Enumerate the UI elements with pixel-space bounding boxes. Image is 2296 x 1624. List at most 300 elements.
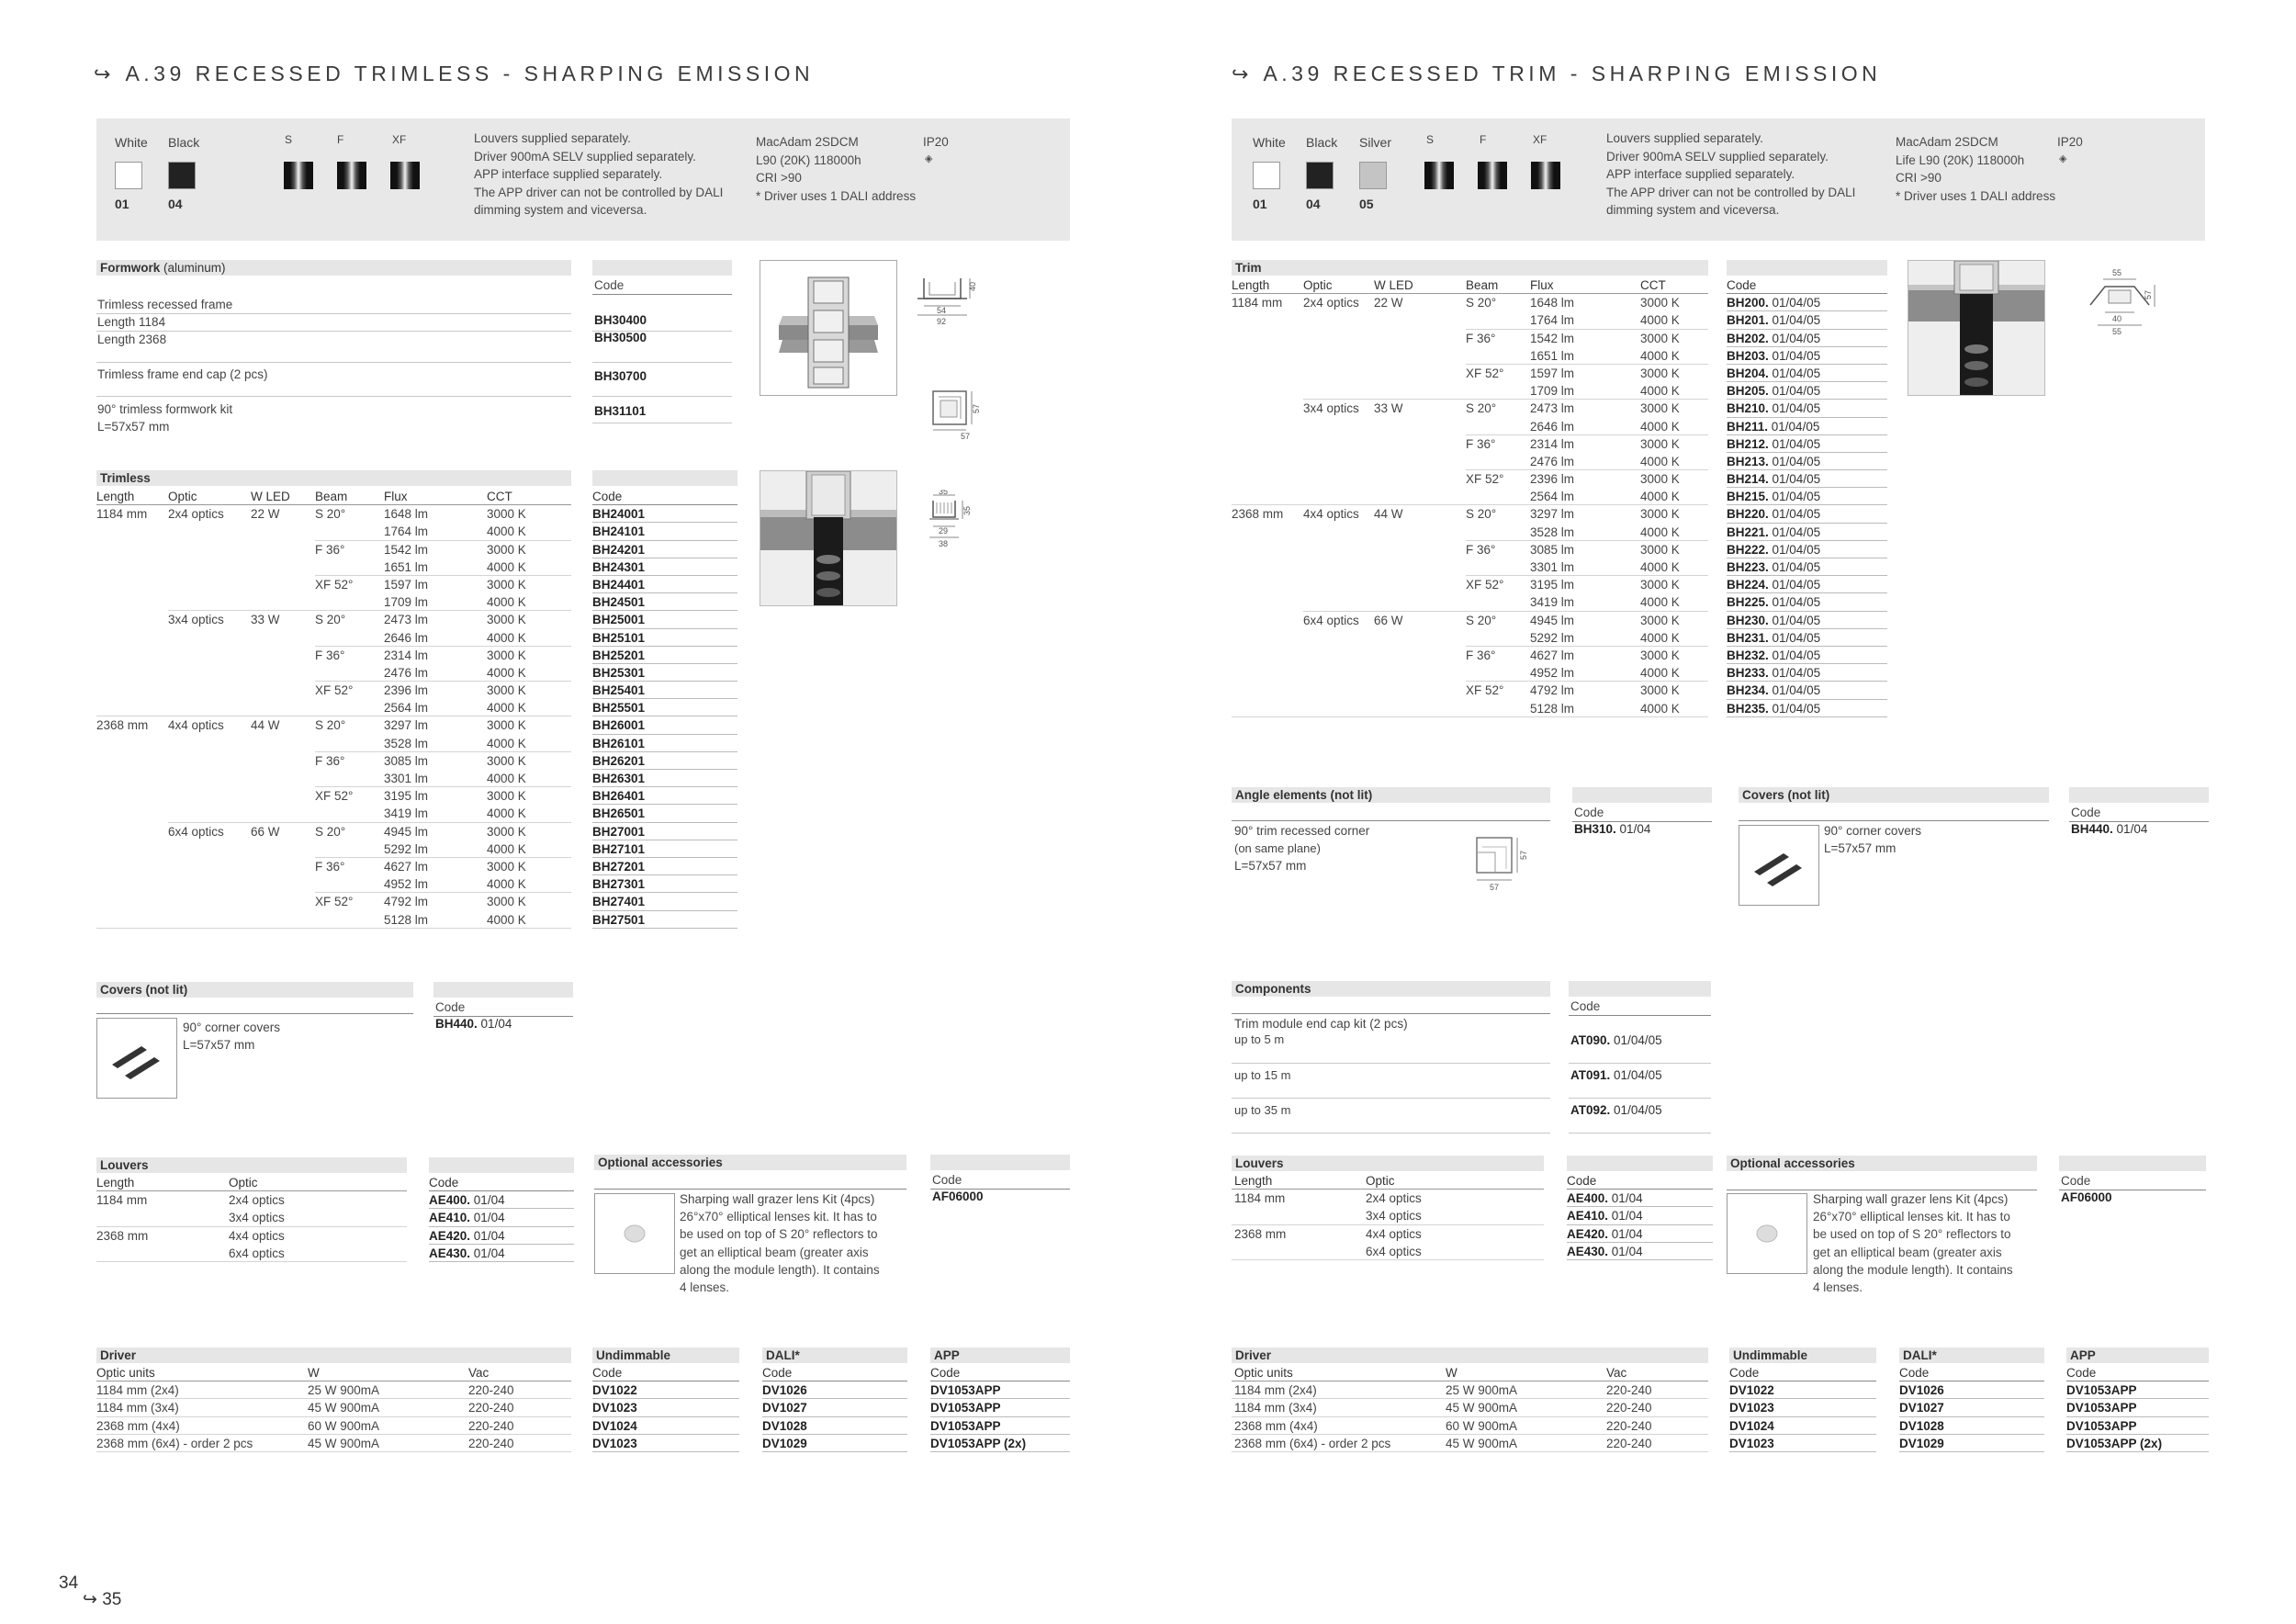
table-cell: 3000 K [1640, 401, 1680, 416]
optic-label-s: S [285, 133, 293, 146]
table-cell: 3000 K [487, 542, 526, 557]
table-cell: 4000 K [1640, 524, 1680, 539]
column-header: CCT [487, 490, 512, 503]
svg-text:54: 54 [937, 306, 947, 315]
code-cell: BH201. 01/04/05 [1727, 311, 1887, 329]
table-cell: XF 52° [315, 895, 354, 909]
table-cell: XF 52° [1466, 366, 1504, 380]
svg-text:57: 57 [961, 432, 971, 441]
covers-code-head: Code [435, 1000, 466, 1014]
svg-text:29: 29 [939, 526, 949, 536]
louvers-codes: Code AE400. 01/04 AE410. 01/04 AE420. 01/04 AE430. 01/04 [429, 1174, 574, 1262]
table-cell: 4000 K [1640, 560, 1680, 574]
table-cell: 4000 K [1640, 595, 1680, 610]
code-cell: BH231. 01/04/05 [1727, 629, 1887, 647]
code-cell: BH26001 [592, 716, 737, 734]
formwork-frame-image [760, 260, 897, 396]
formwork-code: BH31101 [594, 404, 647, 418]
code-cell: BH27001 [592, 823, 737, 840]
covers-code: BH440. 01/04 [435, 1017, 512, 1031]
table-cell: 4000 K [487, 595, 526, 610]
table-cell: 4000 K [487, 701, 526, 716]
column-header: CCT [1640, 278, 1666, 292]
trim-table [1232, 276, 1708, 717]
formwork-item: Trimless frame end cap (2 pcs) [97, 367, 268, 381]
louvers-code-band [429, 1157, 574, 1173]
table-cell: 2646 lm [1530, 419, 1575, 434]
table-row [96, 787, 571, 805]
column-header: W LED [1374, 278, 1413, 292]
table-cell: 4000 K [1640, 348, 1680, 363]
code-cell: BH224. 01/04/05 [1727, 576, 1887, 593]
trimless-table [96, 488, 571, 929]
left-page-title: ↪ A.39 RECESSED TRIMLESS - SHARPING EMISSION [94, 62, 815, 85]
optic-f-icon [337, 162, 366, 189]
table-cell: 2646 lm [384, 630, 429, 645]
code-cell: BH225. 01/04/05 [1727, 593, 1887, 611]
table-cell: 3000 K [1640, 507, 1680, 522]
table-row [1232, 453, 1708, 470]
dali-heading: DALI* [1899, 1348, 2044, 1363]
table-row [96, 647, 571, 664]
angle-code-band [1572, 787, 1712, 803]
table-row [1232, 435, 1708, 453]
code-cell: BH213. 01/04/05 [1727, 453, 1887, 470]
code-cell: BH26401 [592, 787, 737, 805]
covers-heading: Covers (not lit) [1739, 787, 2049, 803]
table-row [1232, 524, 1708, 541]
table-cell: 2564 lm [384, 701, 429, 716]
table-row [1232, 294, 1708, 311]
components-code-head: Code [1570, 999, 1601, 1013]
page-number-right: ↪ 35 [83, 1590, 122, 1609]
optic-f-icon [1478, 162, 1507, 189]
table-row [96, 735, 571, 752]
rule [1232, 1098, 1550, 1099]
table-cell: 1184 mm [1232, 296, 1283, 310]
table-header-row [1232, 276, 1708, 294]
swatch-black [1306, 162, 1334, 189]
formwork-item: Trimless recessed frame [97, 298, 233, 311]
code-cell: BH202. 01/04/05 [1727, 330, 1887, 347]
svg-text:40: 40 [968, 281, 977, 291]
column-header: Optic [1303, 278, 1333, 292]
components-row: up to 15 m [1234, 1068, 1291, 1082]
table-row [96, 893, 571, 910]
table-cell: 4627 lm [1530, 648, 1575, 662]
code-cell: BH26501 [592, 805, 737, 822]
accessories-heading: Optional accessories [594, 1155, 906, 1170]
right-page-title: ↪ A.39 RECESSED TRIM - SHARPING EMISSION [1232, 62, 1882, 85]
table-cell: 3528 lm [384, 736, 429, 750]
table-cell: 6x4 optics [1303, 613, 1359, 627]
components-code: AT091. 01/04/05 [1570, 1068, 1662, 1082]
ip-rating: IP20 [923, 135, 949, 149]
components-row: up to 5 m [1234, 1032, 1285, 1046]
table-cell: 3000 K [487, 859, 526, 874]
swatch-code-white: 01 [115, 197, 129, 211]
undimmable-codes: Code DV1022 DV1023 DV1024 DV1023 [1729, 1364, 1876, 1452]
driver-table: Optic units W Vac 1184 mm (2x4) 25 W 900mA 220-240 1184 mm (3x4) 45 W 900mA 220-240 2368 mm (4x4) 60 W 900mA 220-240 2368 mm (6x4) - order 2 pcs 45 W 900mA 220-240 [96, 1364, 571, 1452]
formwork-item: 90° trimless formwork kit [97, 402, 233, 416]
table-cell: 4792 lm [384, 895, 429, 909]
table-cell: 2476 lm [1530, 454, 1575, 468]
accessories-code-band [930, 1155, 1070, 1170]
table-cell: 3195 lm [384, 789, 429, 804]
table-cell: 2396 lm [384, 683, 429, 698]
table-cell: 3000 K [1640, 331, 1680, 345]
swatch-code-silver: 05 [1359, 197, 1374, 211]
table-row [96, 805, 571, 822]
trimless-product-image [760, 470, 897, 606]
table-row [1232, 541, 1708, 558]
table-row [96, 875, 571, 893]
table-cell: 1542 lm [384, 542, 429, 557]
swatch-code-white: 01 [1253, 197, 1267, 211]
svg-text:57: 57 [1490, 883, 1500, 892]
optic-label-f: F [337, 133, 344, 146]
lens-kit-image [1727, 1193, 1807, 1274]
code-cell: BH24101 [592, 523, 737, 540]
table-cell: F 36° [315, 648, 345, 662]
formwork-item: Length 2368 [97, 333, 167, 346]
trimless-codes [592, 488, 737, 929]
code-cell: BH24501 [592, 593, 737, 611]
swatch-code-black: 04 [1306, 197, 1321, 211]
table-cell: F 36° [315, 753, 345, 768]
column-header: Beam [1466, 278, 1499, 292]
table-cell: 5292 lm [384, 841, 429, 856]
table-cell: 4000 K [487, 841, 526, 856]
table-cell: XF 52° [315, 683, 354, 698]
table-cell: 3000 K [487, 683, 526, 698]
table-row [96, 505, 571, 523]
dali-heading: DALI* [762, 1348, 907, 1363]
svg-text:40: 40 [2112, 314, 2122, 323]
rule [96, 362, 571, 363]
table-cell: 3419 lm [384, 806, 429, 821]
table-cell: 3000 K [1640, 366, 1680, 380]
table-cell: 3297 lm [384, 718, 429, 733]
right-finish-band [1232, 118, 2205, 241]
code-cell: BH25501 [592, 699, 737, 716]
app-codes: Code DV1053APP DV1053APP DV1053APP DV1053APP (2x) [930, 1364, 1070, 1452]
dali-codes: Code DV1026 DV1027 DV1028 DV1029 [1899, 1364, 2044, 1452]
table-cell: S 20° [1466, 296, 1497, 310]
table-cell: 22 W [251, 507, 280, 522]
table-cell: 4945 lm [384, 824, 429, 839]
covers-sub: L=57x57 mm [183, 1038, 255, 1052]
accessories-title: Sharping wall grazer lens Kit (4pcs) [1813, 1192, 2009, 1206]
table-cell: 2x4 optics [1303, 296, 1359, 310]
swatch-label-white: White [1253, 135, 1286, 150]
optic-xf-icon [390, 162, 420, 189]
table-cell: 1648 lm [1530, 296, 1575, 310]
table-row [96, 664, 571, 682]
code-cell: BH210. 01/04/05 [1727, 400, 1887, 417]
louvers-heading: Louvers [96, 1157, 407, 1173]
table-cell: 4000 K [487, 877, 526, 892]
table-cell: 4x4 optics [168, 718, 224, 733]
table-cell: 3000 K [1640, 472, 1680, 487]
table-cell: XF 52° [1466, 578, 1504, 592]
table-row [96, 699, 571, 716]
accessories-code-head: Code [2061, 1174, 2091, 1188]
table-cell: 2476 lm [384, 665, 429, 680]
optic-label-xf: XF [1533, 133, 1548, 146]
table-row [1232, 505, 1708, 523]
table-cell: 4000 K [1640, 454, 1680, 468]
angle-code: BH310. 01/04 [1574, 822, 1651, 836]
table-cell: 4000 K [487, 912, 526, 927]
swatch-label-black: Black [1306, 135, 1338, 150]
table-cell: S 20° [315, 507, 346, 522]
rule [592, 294, 732, 295]
swatch-label-silver: Silver [1359, 135, 1392, 150]
code-cell: BH221. 01/04/05 [1727, 524, 1887, 541]
accessories-code-band [2059, 1156, 2206, 1171]
swatch-silver [1359, 162, 1387, 189]
table-cell: 4000 K [487, 524, 526, 539]
formwork-code: BH30400 [594, 313, 647, 327]
code-cell: BH24001 [592, 505, 737, 523]
table-cell: 3000 K [487, 507, 526, 522]
swatch-white [1253, 162, 1280, 189]
table-cell: 2314 lm [1530, 436, 1575, 451]
table-cell: 3x4 optics [1303, 401, 1359, 416]
table-row [1232, 682, 1708, 699]
table-cell: 4000 K [1640, 630, 1680, 645]
table-cell: 3195 lm [1530, 578, 1575, 592]
table-cell: 3000 K [487, 613, 526, 627]
table-cell: 1597 lm [1530, 366, 1575, 380]
table-cell: 3000 K [487, 718, 526, 733]
svg-text:55: 55 [2112, 268, 2122, 277]
louvers-table: Length Optic 1184 mm 2x4 optics 3x4 optics 2368 mm 4x4 optics 6x4 optics [1232, 1172, 1544, 1260]
table-cell: 4000 K [487, 559, 526, 574]
table-row [96, 541, 571, 558]
trim-heading: Trim [1232, 260, 1708, 276]
column-header: Length [1232, 278, 1270, 292]
code-cell: BH212. 01/04/05 [1727, 435, 1887, 453]
louvers-code-band [1567, 1156, 1713, 1171]
code-cell: BH211. 01/04/05 [1727, 418, 1887, 435]
table-cell: 3000 K [1640, 296, 1680, 310]
code-header: Code [592, 488, 737, 505]
table-cell: 66 W [251, 824, 280, 839]
rule [96, 313, 571, 314]
formwork-section-diagram [915, 271, 1002, 332]
covers-code: BH440. 01/04 [2071, 822, 2148, 836]
svg-text:38: 38 [939, 539, 949, 548]
code-cell: BH24301 [592, 558, 737, 576]
table-cell: 22 W [1374, 296, 1403, 310]
table-row [96, 911, 571, 929]
table-cell: F 36° [1466, 331, 1496, 345]
optic-s-icon [284, 162, 313, 189]
rule [592, 396, 732, 397]
code-cell: BH204. 01/04/05 [1727, 365, 1887, 382]
table-cell: 1597 lm [384, 577, 429, 592]
column-header: Beam [315, 490, 348, 503]
table-row [96, 682, 571, 699]
undimmable-heading: Undimmable [1729, 1348, 1876, 1363]
table-row [96, 770, 571, 787]
product-notes: Louvers supplied separately. Driver 900mA SELV supplied separately. APP interface supplied separately. The APP driver can not be controlled by DALI dimming system and viceversa. [1606, 131, 1856, 217]
table-row [1232, 347, 1708, 365]
table-row [96, 716, 571, 734]
table-cell: 2368 mm [96, 718, 149, 733]
table-cell: 4000 K [487, 630, 526, 645]
table-cell: 3000 K [487, 577, 526, 592]
driver-heading: Driver [1232, 1348, 1708, 1363]
table-row [1232, 365, 1708, 382]
table-row [96, 858, 571, 875]
table-cell: 1651 lm [384, 559, 429, 574]
table-row [1232, 629, 1708, 647]
angle-label: 90° trim recessed corner [1234, 824, 1370, 838]
table-row [1232, 664, 1708, 682]
table-header-row [96, 488, 571, 505]
trim-codes [1727, 276, 1887, 717]
formwork-code: BH30700 [594, 369, 647, 383]
code-cell: BH24201 [592, 541, 737, 558]
table-cell: 3085 lm [1530, 542, 1575, 557]
code-cell: BH27101 [592, 840, 737, 858]
swatch-code-black: 04 [168, 197, 183, 211]
accessories-desc: 26°x70° elliptical lenses kit. It has to be used on top of S 20° reflectors to get an elliptical beam (greater axis along the module length). It contains 4 lenses. [1813, 1210, 2013, 1295]
column-header: Length [96, 490, 135, 503]
table-cell: 6x4 optics [168, 824, 224, 839]
components-row: up to 35 m [1234, 1103, 1291, 1117]
table-cell: 4945 lm [1530, 613, 1575, 627]
rule [1569, 1015, 1711, 1016]
rule [1569, 1063, 1711, 1064]
svg-text:92: 92 [937, 317, 947, 326]
table-cell: 4000 K [487, 806, 526, 821]
optic-s-icon [1424, 162, 1454, 189]
components-code-band [1569, 981, 1711, 997]
table-cell: 4000 K [1640, 666, 1680, 681]
table-cell: 33 W [251, 613, 280, 627]
svg-text:35: 35 [962, 505, 972, 515]
rule [96, 396, 571, 397]
table-cell: F 36° [1466, 436, 1496, 451]
table-cell: 1648 lm [384, 507, 429, 522]
code-cell: BH233. 01/04/05 [1727, 664, 1887, 682]
table-row [96, 629, 571, 647]
code-cell: BH230. 01/04/05 [1727, 612, 1887, 629]
louvers-codes: Code AE400. 01/04 AE410. 01/04 AE420. 01/04 AE430. 01/04 [1567, 1172, 1713, 1260]
code-cell: BH26101 [592, 735, 737, 752]
code-cell: BH203. 01/04/05 [1727, 347, 1887, 365]
table-cell: 1651 lm [1530, 348, 1575, 363]
table-row [1232, 612, 1708, 629]
table-row [96, 752, 571, 770]
table-cell: 1184 mm [96, 507, 148, 522]
accessories-heading: Optional accessories [1727, 1156, 2037, 1171]
table-cell: 3000 K [1640, 613, 1680, 627]
code-cell: BH205. 01/04/05 [1727, 382, 1887, 400]
table-cell: 4792 lm [1530, 683, 1575, 698]
table-row [96, 611, 571, 628]
code-cell: BH24401 [592, 576, 737, 593]
code-cell: BH25201 [592, 647, 737, 664]
table-cell: S 20° [1466, 507, 1497, 522]
table-cell: 1709 lm [384, 595, 429, 610]
svg-text:57: 57 [1519, 850, 1528, 860]
optic-label-f: F [1480, 133, 1487, 146]
accessories-code: AF06000 [932, 1190, 984, 1203]
table-cell: 4000 K [1640, 701, 1680, 716]
table-cell: 66 W [1374, 613, 1403, 627]
table-row [1232, 311, 1708, 329]
accessories-code-head: Code [932, 1173, 962, 1187]
trim-code-band [1727, 260, 1887, 276]
table-cell: 2x4 optics [168, 507, 224, 522]
table-cell: 5128 lm [1530, 701, 1575, 716]
covers-code-band [2069, 787, 2209, 803]
table-cell: 4000 K [487, 665, 526, 680]
table-cell: 3000 K [1640, 436, 1680, 451]
rule [1739, 820, 2049, 821]
covers-heading: Covers (not lit) [96, 982, 413, 998]
formwork-code: BH30500 [594, 331, 647, 344]
table-cell: 3000 K [487, 753, 526, 768]
table-row [96, 840, 571, 858]
optic-xf-icon [1531, 162, 1560, 189]
table-row [96, 523, 571, 540]
code-cell: BH25301 [592, 664, 737, 682]
covers-code-band [433, 982, 573, 998]
product-spec: MacAdam 2SDCM L90 (20K) 118000h CRI >90 * Driver uses 1 DALI address [756, 135, 917, 203]
code-cell: BH235. 01/04/05 [1727, 700, 1887, 717]
swatch-white [115, 162, 142, 189]
angle-sub: L=57x57 mm [1234, 859, 1307, 873]
app-heading: APP [2066, 1348, 2209, 1363]
components-heading: Components [1232, 981, 1550, 997]
code-cell: BH222. 01/04/05 [1727, 541, 1887, 558]
table-cell: 3x4 optics [168, 613, 224, 627]
table-cell: 3000 K [487, 789, 526, 804]
product-spec: MacAdam 2SDCM Life L90 (20K) 118000h CRI >90 * Driver uses 1 DALI address [1896, 135, 2056, 203]
angle-sub: (on same plane) [1234, 841, 1321, 855]
swatch-label-white: White [115, 135, 148, 150]
app-heading: APP [930, 1348, 1070, 1363]
code-cell: BH232. 01/04/05 [1727, 647, 1887, 664]
table-row [1232, 418, 1708, 435]
swatch-label-black: Black [168, 135, 200, 150]
app-codes: Code DV1053APP DV1053APP DV1053APP DV1053APP (2x) [2066, 1364, 2209, 1452]
table-cell: 3528 lm [1530, 524, 1575, 539]
table-cell: 4000 K [1640, 419, 1680, 434]
driver-heading: Driver [96, 1348, 571, 1363]
table-cell: 44 W [251, 718, 280, 733]
code-cell: BH26301 [592, 770, 737, 787]
table-row [96, 576, 571, 593]
table-cell: 2314 lm [384, 648, 429, 662]
trimless-code-band [592, 470, 737, 486]
page-number-left: 34 [59, 1573, 79, 1593]
trim-product-image [1908, 260, 2045, 396]
code-header: Code [1727, 276, 1887, 294]
rule [96, 1013, 413, 1014]
rule [1232, 1063, 1550, 1064]
table-cell: 1709 lm [1530, 384, 1575, 399]
rule [96, 331, 571, 332]
table-cell: 4952 lm [1530, 666, 1575, 681]
svg-text:57: 57 [972, 403, 981, 413]
